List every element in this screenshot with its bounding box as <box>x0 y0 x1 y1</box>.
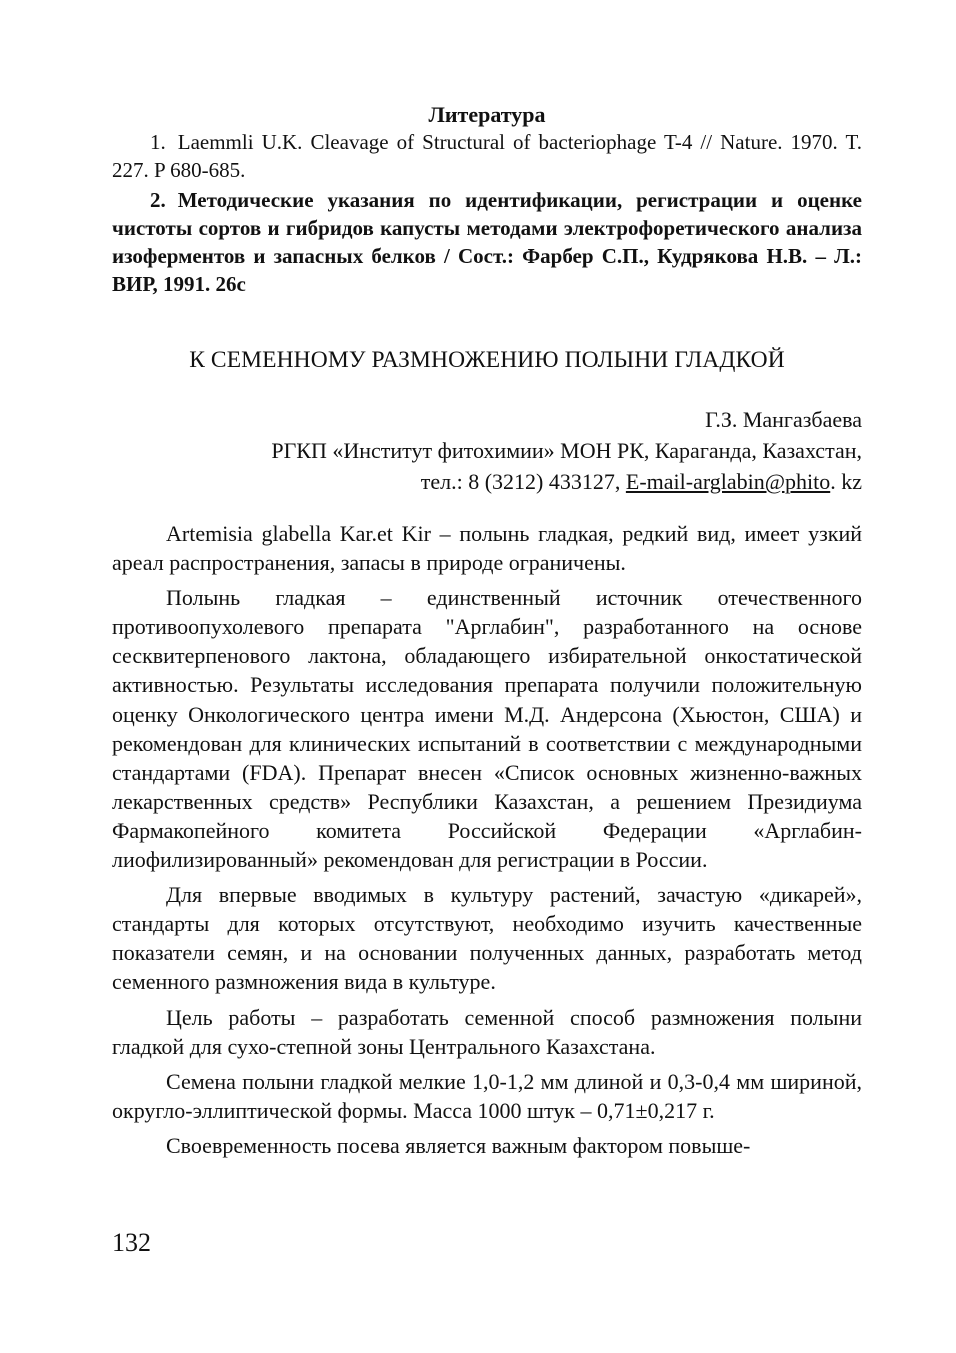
literature-item-text: Методические указания по идентификации, регистрации и оценке чистоты сортов и гибридов капусты методами электрофоретического анализа изоферментов и запасных белков / Сост.: Фарбер С.П., Кудрякова Н.В. – Л.: ВИР, 1991. 26с <box>112 188 862 296</box>
author-affiliation: РГКП «Институт фитохимии» МОН РК, Караганда, Казахстан, <box>271 438 862 463</box>
literature-item-number: 2. <box>150 188 166 212</box>
page-number: 132 <box>112 1228 151 1257</box>
author-contact <box>112 466 862 497</box>
body-paragraph: Своевременность посева является важным фактором повыше- <box>166 1132 751 1158</box>
contact-email-domain: . kz <box>830 469 862 494</box>
author-block <box>112 404 862 497</box>
contact-phone: тел.: 8 (3212) 433127, <box>420 469 626 494</box>
literature-item <box>112 128 862 184</box>
contact-email-link[interactable]: E-mail-arglabin@phito <box>625 469 831 494</box>
literature-heading: Литература <box>428 102 546 127</box>
literature-item-number: 1. <box>150 130 166 154</box>
author-name: Г.З. Мангазбаева <box>705 407 862 432</box>
body-paragraph: Для впервые вводимых в культуру растений, зачастую «дикарей», стандарты для которых отсутствуют, необходимо изучить качественные показатели семян, и на основании полученных данных, разработать метод семенного размножения вида в культуре. <box>112 882 862 995</box>
body-paragraph: Цель работы – разработать семенной способ размножения полыни гладкой для сухо-степной зоны Центрального Казахстана. <box>112 1004 862 1059</box>
body-paragraph: Семена полыни гладкой мелкие 1,0-1,2 мм длиной и 0,3-0,4 мм шириной, округло-эллиптической формы. Масса 1000 штук – 0,71±0,217 г. <box>112 1068 862 1123</box>
body-paragraph: Artemisia glabella Kar.et Kir – полынь гладкая, редкий вид, имеет узкий ареал распространения, запасы в природе ограничены. <box>112 521 862 576</box>
literature-item-text: Laemmli U.K. Cleavage of Structural of bacteriophage T-4 // Nature. 1970. T. 227. P 680-685. <box>112 130 862 182</box>
article-title: К СЕМЕННОМУ РАЗМНОЖЕНИЮ ПОЛЫНИ ГЛАДКОЙ <box>189 347 785 373</box>
literature-item <box>112 186 862 298</box>
article-body <box>112 519 862 1166</box>
literature-list <box>112 128 862 300</box>
body-paragraph: Полынь гладкая – единственный источник отечественного противоопухолевого препарата "Арглабин", разработанного на основе сесквитерпенового лактона, обладающего избирательной онкостатической активностью. Результаты исследования препарата получили положительную оценку Онкологического центра имени М.Д. Андерсона (Хьюстон, США) и рекомендован для клинических испытаний в соответствии с международными стандартами (FDA). Препарат внесен «Список основных жизненно-важных лекарственных средств» Республики Казахстан, а решением Президиума Фармакопейного комитета Российской Федерации «Арглабин-лиофилизированный» рекомендован для регистрации в России. <box>112 585 862 873</box>
